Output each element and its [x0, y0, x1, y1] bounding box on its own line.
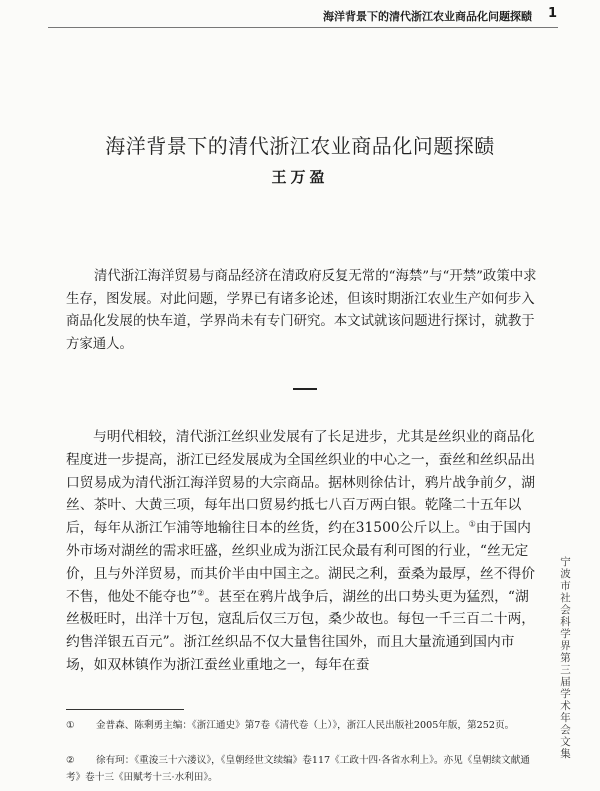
running-head-title: 海洋背景下的清代浙江农业商品化问题探赜 — [323, 10, 532, 23]
footnote-ref-1[interactable]: ① — [468, 519, 476, 529]
article-author: 王万盈 — [271, 168, 329, 186]
footnote-1-marker: ① — [66, 720, 75, 731]
footnote-rule — [66, 709, 184, 710]
footnote-2-marker: ② — [66, 755, 75, 766]
article-title: 海洋背景下的清代浙江农业商品化问题探赜 — [105, 134, 495, 158]
page-number: 1 — [548, 6, 558, 21]
footnote-ref-2[interactable]: ② — [197, 587, 205, 597]
footnote-2-text: 徐有珂：《重浚三十六溇议》，《皇朝经世文续编》卷117《工政十四·各省水利上》。亦见《皇朝续文献通考》卷十三《田赋考十三·水利田》。 — [66, 755, 530, 783]
abstract-paragraph: 清代浙江海洋贸易与商品经济在清政府反复无常的“海禁”与“开禁”政策中求生存，图发展。对此问题，学界已有诸多论述，但该时期浙江农业生产如何步入商品化发展的快车道，学界尚未有专门研究。本文试就该问题进行探讨，就教于方家通人。 — [66, 269, 537, 352]
footnote-2 — [66, 752, 542, 786]
body-text-part2: 由于国内外市场对湖丝的需求旺盛，丝织业成为浙江民众最有利可图的行业，“丝无定价，且与外洋贸易，而其价半由中国主之。湖民之利，蚕桑为最厚，丝不得价不售，他处不能夺也” — [66, 520, 536, 605]
body-text-part3: 。甚至在鸦片战争后，湖丝的出口势头更为猛烈，“湖丝极旺时，出洋十万包，寇乱后仅三万包，桑少故也。每包一千三百二十两，约售洋银五百元”。浙江丝织品不仅大量售往国外，而且大量流通到国内市场，如双林镇作为浙江蚕丝业重地之一，每年在蚕 — [66, 588, 536, 673]
footnote-1 — [66, 717, 542, 734]
body-paragraph — [66, 426, 541, 677]
sidebar-collection-title: 宁波市社会科学界第三届学术年会文集 — [559, 556, 571, 760]
section-number-one — [293, 388, 317, 390]
header-rule — [48, 27, 558, 28]
body-text-part1: 与明代相较，清代浙江丝织业发展有了长足进步，尤其是丝织业的商品化程度进一步提高，浙江已经发展成为全国丝织业的中心之一，蚕丝和丝织品出口贸易成为清代浙江海洋贸易的大宗商品。据林则徐估计，鸦片战争前夕，湖丝、茶叶、大黄三项，每年出口贸易约抵七八百万两白银。乾隆二十五年以后，每年从浙江乍浦等地输往日本的丝货，约在31500公斤以上。 — [66, 429, 536, 537]
footnote-1-text: 金普森、陈剩勇主编：《浙江通史》第7卷《清代卷（上）》，浙江人民出版社2005年版，第252页。 — [96, 720, 515, 731]
